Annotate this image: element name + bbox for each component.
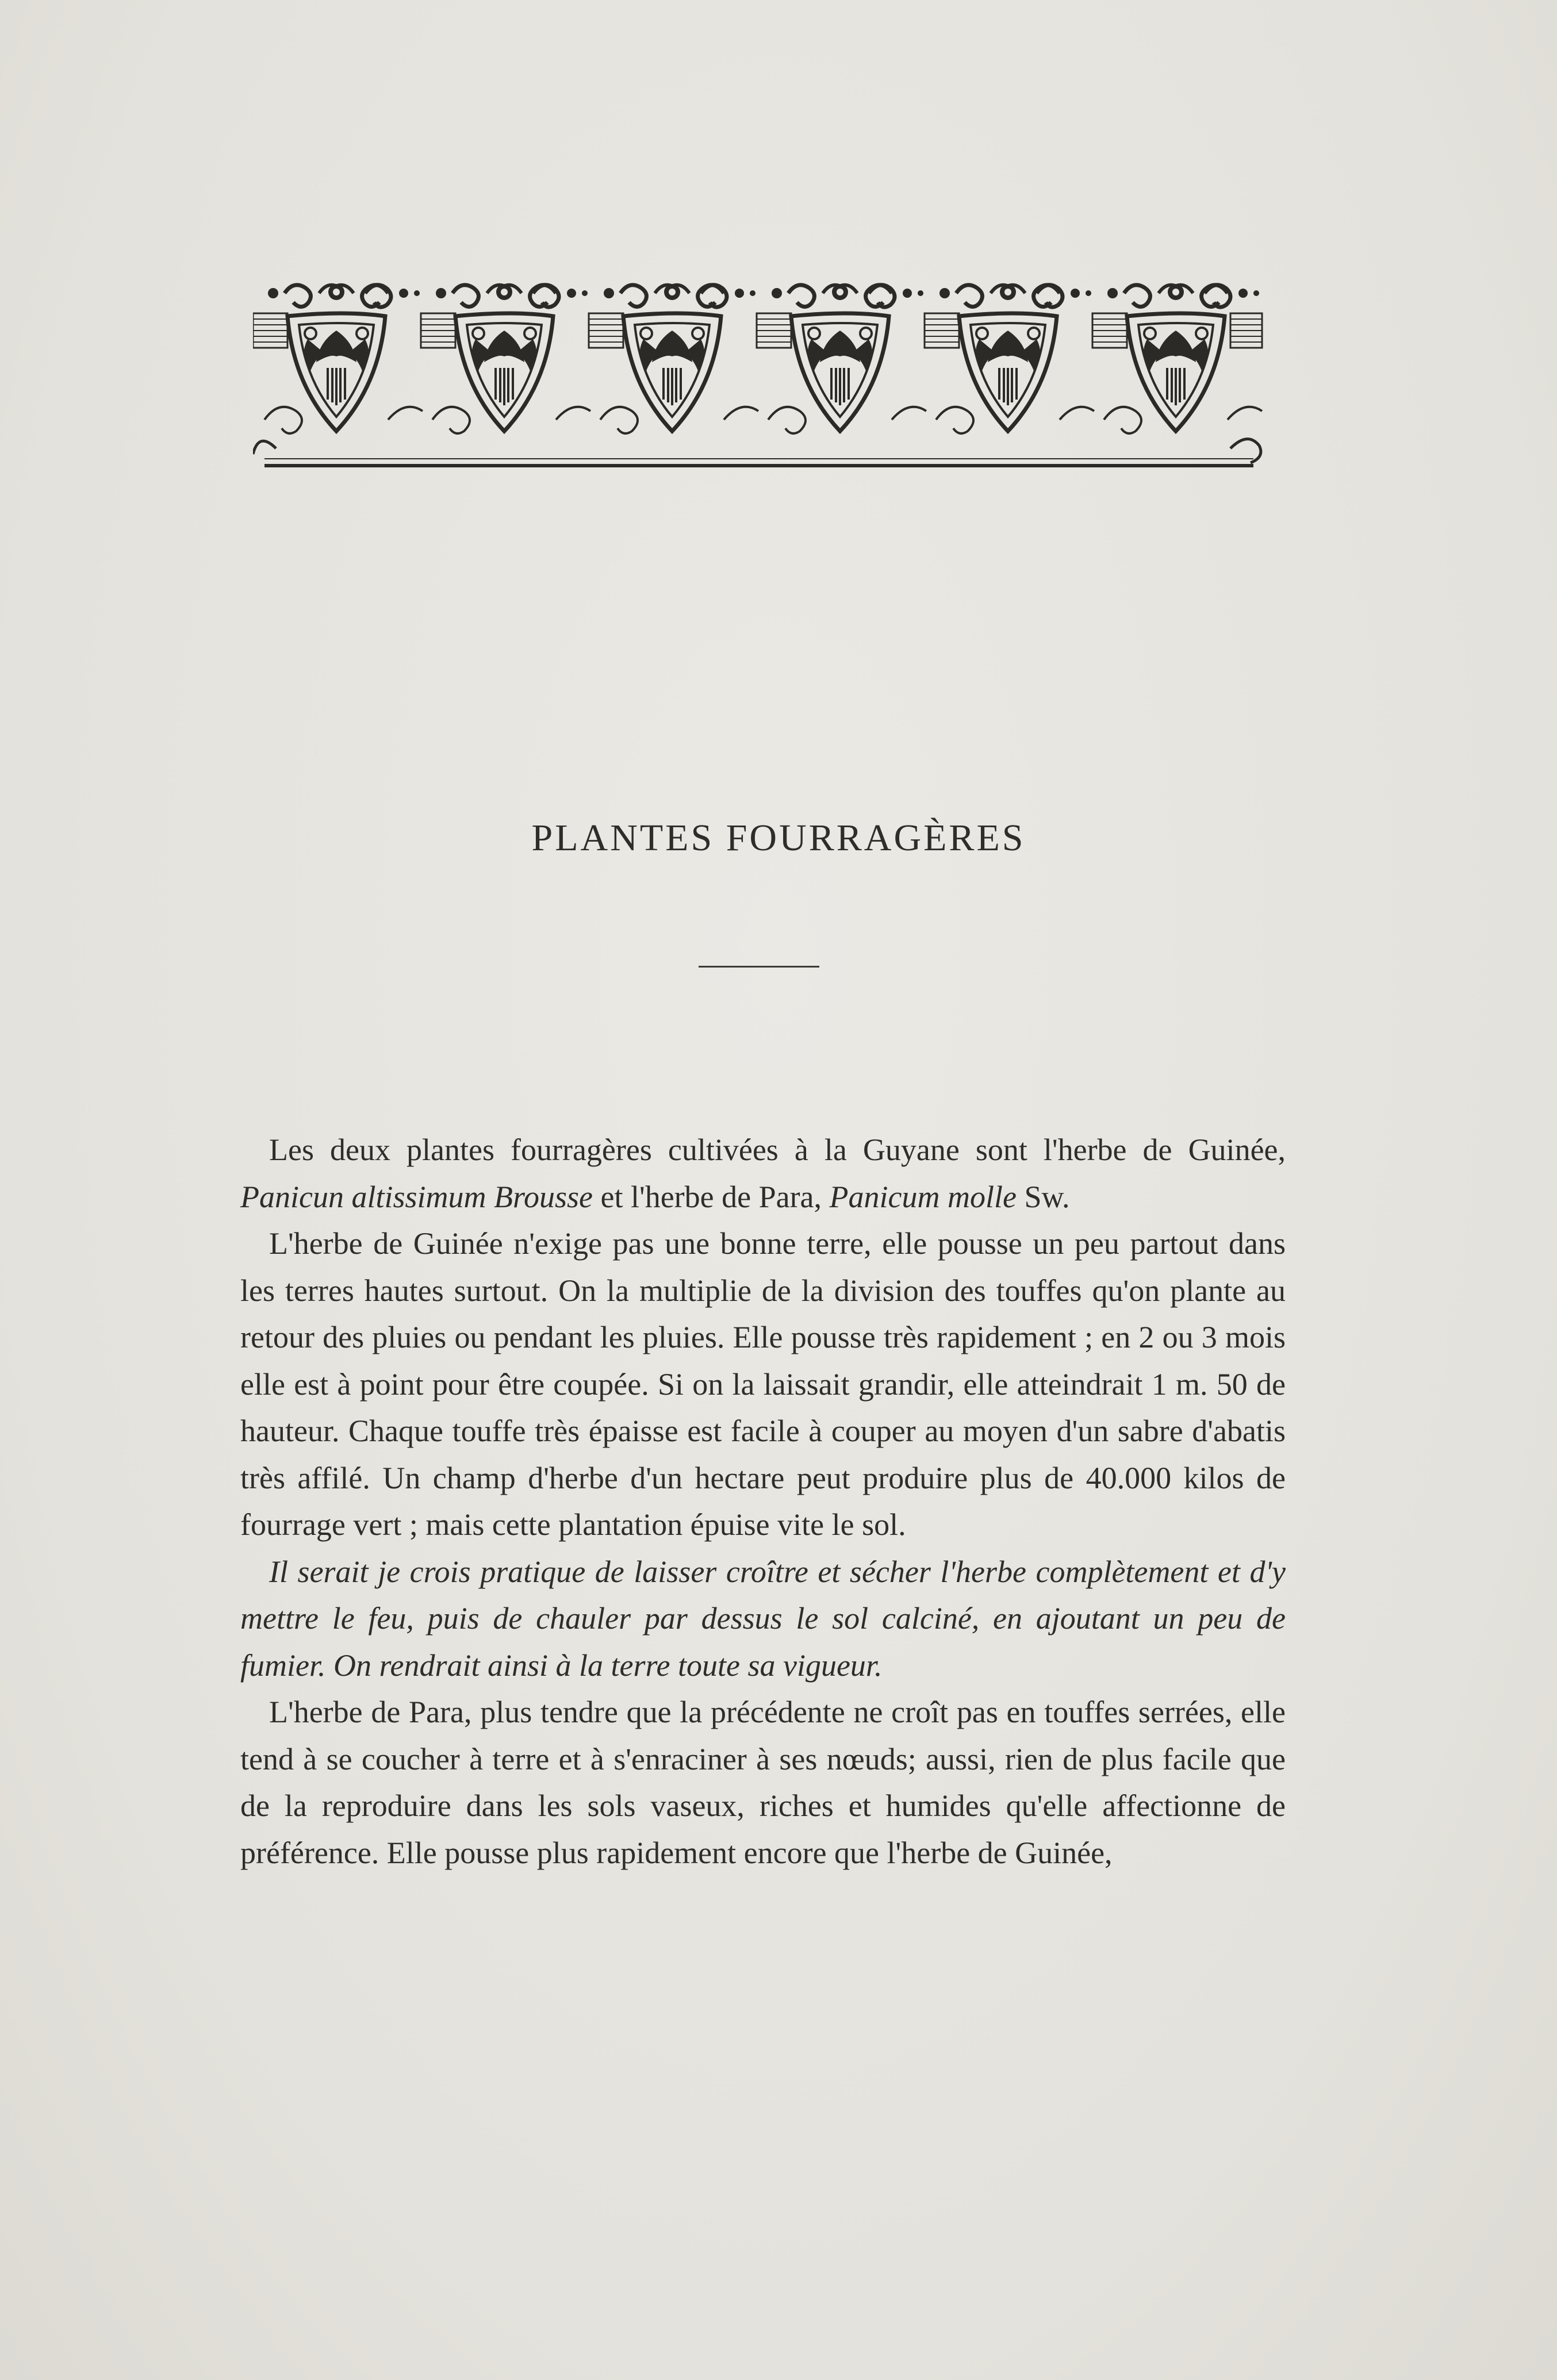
text-run: Sw. bbox=[1016, 1179, 1070, 1214]
body-text bbox=[240, 1127, 1286, 1876]
page-title: PLANTES FOURRAGÈRES bbox=[531, 817, 1026, 859]
text-run-italic: Il serait je crois pratique de laisser croître et sécher l'herbe complètement et d'y mettre le feu, puis de chauler par dessus le sol calciné, en ajoutant un peu de fumier. On rendrait ainsi à la terre toute sa vigueur. bbox=[240, 1554, 1286, 1683]
floral-frieze-icon bbox=[253, 276, 1265, 500]
title-divider bbox=[699, 966, 819, 968]
text-run: L'herbe de Para, plus tendre que la précédente ne croît pas en touffes serrées, elle tend à se coucher à terre et à s'enraciner à ses nœuds; aussi, rien de plus facile que de la reproduire dans les sols vaseux, riches et humides qu'elle affectionne de préférence. Elle pousse plus rapidement encore que l'herbe de Guinée, bbox=[240, 1695, 1286, 1870]
paragraph-p4 bbox=[240, 1689, 1286, 1876]
text-run: Les deux plantes fourragères cultivées à la Guyane sont l'herbe de Guinée, bbox=[269, 1133, 1286, 1167]
text-run-italic: Panicum molle bbox=[829, 1179, 1017, 1214]
text-run: et l'herbe de Para, bbox=[592, 1179, 830, 1214]
text-run-italic: Panicun altissimum Brousse bbox=[240, 1179, 593, 1214]
paragraph-p3 bbox=[240, 1549, 1286, 1690]
paragraph-p1 bbox=[240, 1127, 1286, 1220]
text-run: L'herbe de Guinée n'exige pas une bonne terre, elle pousse un peu partout dans les terres hautes surtout. On la multiplie de la division des touffes qu'on plante au retour des pluies ou pendant les pluies. Elle pousse très rapidement ; en 2 ou 3 mois elle est à point pour être coupée. Si on la laissait grandir, elle atteindrait 1 m. 50 de hauteur. Chaque touffe très épaisse est facile à couper au moyen d'un sabre d'abatis très affilé. Un champ d'herbe d'un hectare peut produire plus de 40.000 kilos de fourrage vert ; mais cette plantation épuise vite le sol. bbox=[240, 1226, 1286, 1542]
paragraph-p2 bbox=[240, 1220, 1286, 1549]
